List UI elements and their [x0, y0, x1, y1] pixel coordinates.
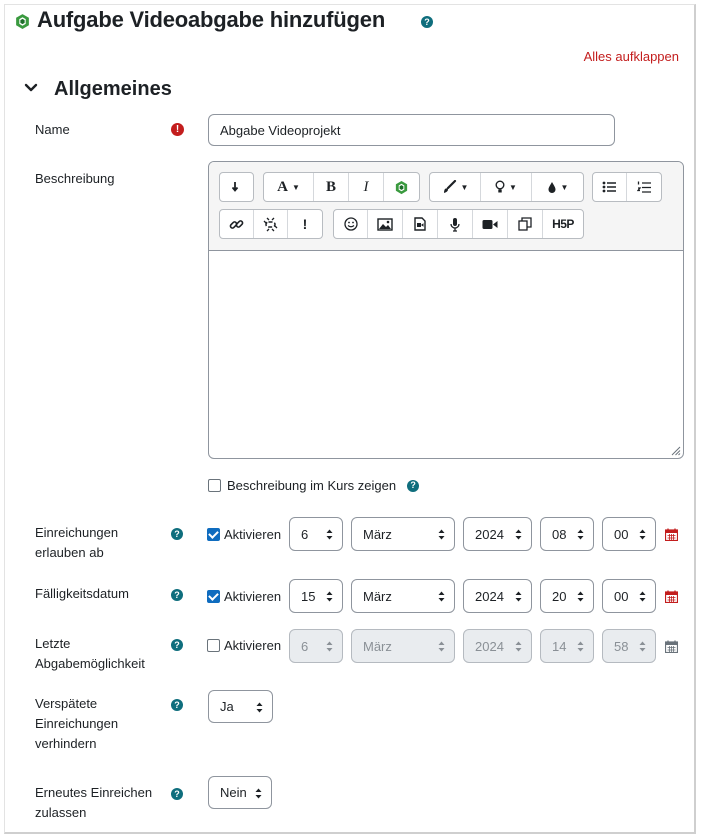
name-input[interactable]: [208, 114, 615, 146]
list-bullets-icon: [602, 181, 617, 193]
chevron-down-icon[interactable]: [24, 81, 38, 95]
due-date-minute-select[interactable]: 00: [602, 579, 656, 613]
prevent-late-help-icon[interactable]: ?: [171, 699, 183, 711]
resubmit-label: Erneutes Einreichen zulassen: [35, 785, 153, 820]
record-video-button[interactable]: [473, 210, 508, 238]
toolbar-group-links: [219, 209, 323, 239]
allow-from-label: Einreichungen erlauben ab: [35, 525, 119, 560]
italic-button[interactable]: I: [349, 173, 384, 201]
emoticon-button[interactable]: [334, 210, 368, 238]
due-date-hour-select[interactable]: 20: [540, 579, 594, 613]
page-title: Aufgabe Videoabgabe hinzufügen: [37, 7, 386, 32]
cutoff-date-day-select: 6: [289, 629, 343, 663]
insert-image-button[interactable]: [368, 210, 403, 238]
resubmit-help-icon[interactable]: ?: [171, 788, 183, 800]
name-input-value: Abgabe Videoprojekt: [220, 122, 341, 138]
allow-from-month-select[interactable]: März: [351, 517, 455, 551]
due-date-year-select[interactable]: 2024: [463, 579, 532, 613]
record-audio-button[interactable]: [438, 210, 473, 238]
no-autolink-button[interactable]: !: [302, 216, 308, 232]
calendar-icon[interactable]: [665, 590, 678, 603]
cutoff-date-year-select: 2024: [463, 629, 532, 663]
toolbar-group-lists: [592, 172, 662, 202]
prevent-late-select[interactable]: Ja: [208, 690, 273, 723]
manage-files-button[interactable]: [508, 210, 543, 238]
due-date-help-icon[interactable]: ?: [171, 589, 183, 601]
allow-from-hour-select[interactable]: 08: [540, 517, 594, 551]
cutoff-date-enable: [207, 638, 281, 653]
cutoff-date-enable-label: Aktivieren: [224, 638, 282, 653]
arrow-down-icon: [232, 181, 242, 193]
expand-all-link[interactable]: Alles aufklappen: [583, 49, 679, 64]
due-date-label: Fälligkeitsdatum: [35, 586, 129, 601]
show-description-label: Beschreibung im Kurs zeigen: [227, 478, 397, 493]
link-icon: [229, 217, 244, 232]
resize-handle-icon[interactable]: [669, 444, 681, 456]
activity-logo-icon: [14, 13, 31, 30]
allow-from-minute-select[interactable]: 00: [602, 517, 656, 551]
unlink-icon: [263, 217, 278, 232]
toolbar-group-style: [263, 172, 420, 202]
background-color-button[interactable]: ▼: [481, 173, 532, 201]
highlight-button[interactable]: ▼: [532, 173, 583, 201]
prevent-late-label: Verspätete Einreichungen verhindern: [35, 696, 119, 751]
insert-h5p-button[interactable]: H5P: [552, 217, 574, 231]
section-title[interactable]: Allgemeines: [54, 78, 172, 100]
allow-from-day-select[interactable]: 6: [289, 517, 343, 551]
show-more-buttons-button[interactable]: [220, 173, 253, 201]
video-camera-icon: [482, 219, 498, 230]
copy-files-icon: [518, 217, 532, 231]
unlink-button[interactable]: [254, 210, 288, 238]
allow-from-help-icon[interactable]: ?: [171, 528, 183, 540]
list-numbers-icon: [637, 181, 652, 194]
allow-from-enable-checkbox[interactable]: [207, 528, 220, 541]
cutoff-date-label: Letzte Abgabemöglichkeit: [35, 636, 145, 671]
due-date-month-select[interactable]: März: [351, 579, 455, 613]
font-color-button[interactable]: ▼: [430, 173, 481, 201]
show-description-row: [208, 478, 419, 493]
show-description-checkbox[interactable]: [208, 479, 221, 492]
toolbar-group-collapse: [219, 172, 254, 202]
smiley-icon: [344, 217, 358, 231]
cutoff-date-enable-checkbox[interactable]: [207, 639, 220, 652]
allow-from-enable: [207, 527, 281, 542]
due-date-enable-checkbox[interactable]: [207, 590, 220, 603]
bold-button[interactable]: B: [314, 173, 349, 201]
toolbar-group-media: [333, 209, 584, 239]
editor-toolbar: [209, 162, 683, 251]
file-video-icon: [414, 217, 426, 231]
paint-brush-icon: [442, 180, 457, 194]
description-editor: [208, 161, 684, 459]
resubmit-select[interactable]: Nein: [208, 776, 272, 809]
allow-from-enable-label: Aktivieren: [224, 527, 282, 542]
plugin-button[interactable]: [384, 173, 419, 201]
insert-media-button[interactable]: [403, 210, 438, 238]
unordered-list-button[interactable]: [593, 173, 627, 201]
title-help-icon[interactable]: ?: [421, 16, 433, 28]
allow-from-year-select[interactable]: 2024: [463, 517, 532, 551]
description-label: Beschreibung: [35, 171, 115, 186]
calendar-icon: [665, 640, 678, 653]
cutoff-date-minute-select: 58: [602, 629, 656, 663]
link-button[interactable]: [220, 210, 254, 238]
h5p-content-icon: [394, 180, 409, 195]
due-date-day-select[interactable]: 15: [289, 579, 343, 613]
due-date-enable-label: Aktivieren: [224, 589, 282, 604]
toolbar-group-colors: [429, 172, 584, 202]
paragraph-style-button[interactable]: A ▼: [264, 173, 314, 201]
microphone-icon: [450, 217, 460, 232]
ordered-list-button[interactable]: [627, 173, 661, 201]
image-icon: [377, 218, 393, 231]
lightbulb-icon: [495, 180, 505, 194]
droplet-icon: [547, 181, 557, 194]
name-label: Name: [35, 122, 70, 137]
show-description-help-icon[interactable]: ?: [407, 480, 419, 492]
required-icon: !: [171, 123, 184, 136]
cutoff-date-month-select: März: [351, 629, 455, 663]
due-date-enable: [207, 589, 281, 604]
cutoff-date-hour-select: 14: [540, 629, 594, 663]
cutoff-date-help-icon[interactable]: ?: [171, 639, 183, 651]
calendar-icon[interactable]: [665, 528, 678, 541]
